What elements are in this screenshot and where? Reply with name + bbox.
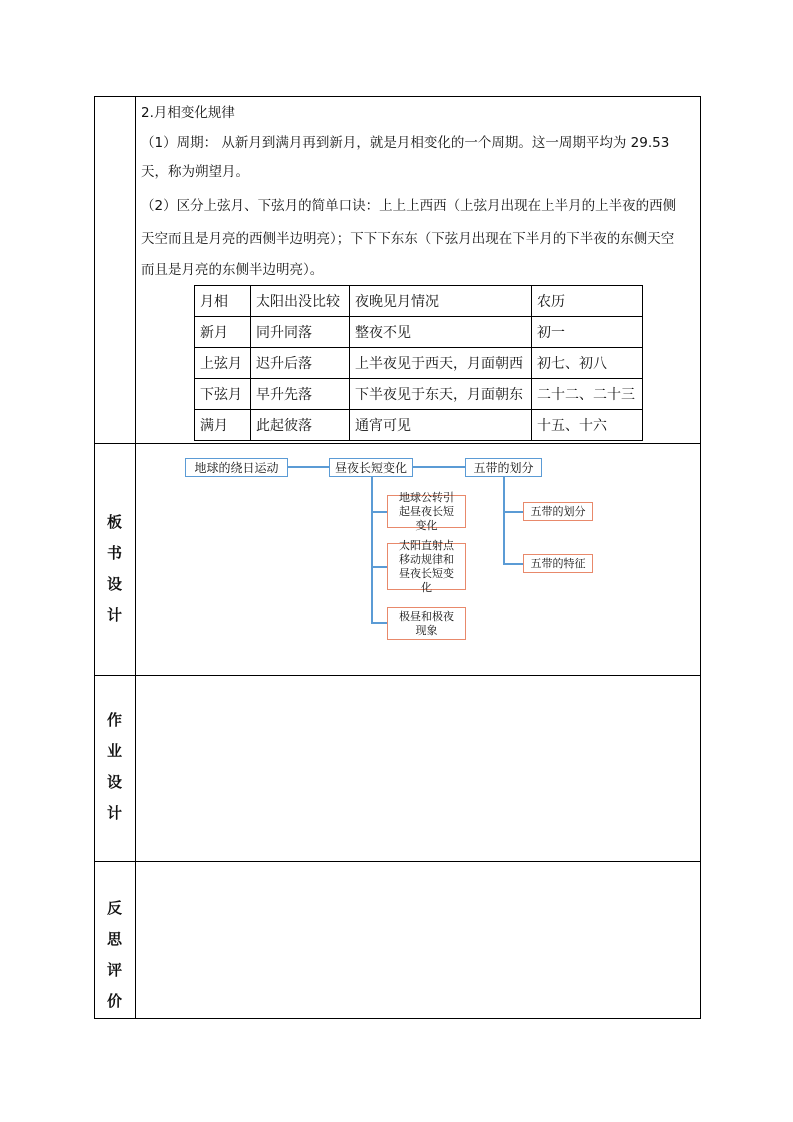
homework-design-label	[94, 705, 135, 829]
table-cell: 早升先落	[251, 379, 350, 410]
table-cell: 此起彼落	[251, 410, 350, 441]
connector-line	[503, 563, 523, 565]
table-cell: 上弦月	[195, 348, 251, 379]
connector-line	[413, 466, 465, 468]
table-cell: 初一	[532, 317, 643, 348]
section-heading: 2.月相变化规律	[141, 105, 235, 121]
label-char: 计	[106, 606, 122, 624]
table-cell: 通宵可见	[350, 410, 532, 441]
table-cell: 十五、十六	[532, 410, 643, 441]
table-cell: 新月	[195, 317, 251, 348]
label-char: 板	[106, 513, 122, 531]
node-day-night-length: 昼夜长短变化	[329, 458, 413, 477]
label-char: 业	[106, 742, 122, 760]
connector-line	[288, 466, 329, 468]
label-column-divider	[135, 96, 136, 1019]
table-row	[195, 317, 643, 348]
connector-line	[371, 566, 387, 568]
paragraph-line: 天，称为朔望月。	[141, 164, 249, 180]
row-divider	[94, 861, 701, 862]
reflection-label	[94, 893, 135, 1017]
table-cell: 上半夜见于西天，月面朝西	[350, 348, 532, 379]
paragraph-line: 而且是月亮的东侧半边明亮）。	[141, 262, 324, 278]
column-header: 农历	[532, 286, 643, 317]
table-row	[195, 410, 643, 441]
paragraph-line: （2）区分上弦月、下弦月的简单口诀：上上上西西（上弦月出现在上半月的上半夜的西侧	[141, 198, 677, 214]
node-zone-features: 五带的特征	[523, 554, 593, 573]
paragraph-line: （1）周期： 从新月到满月再到新月，就是月相变化的一个周期。这一周期平均为 29.53	[141, 135, 670, 151]
column-header: 夜晚见月情况	[350, 286, 532, 317]
table-cell: 迟升后落	[251, 348, 350, 379]
node-revolution-cause: 地球公转引起昼夜长短变化	[387, 495, 466, 528]
row-divider	[94, 675, 701, 676]
table-cell: 满月	[195, 410, 251, 441]
label-char: 思	[106, 930, 122, 948]
label-char: 设	[106, 773, 122, 791]
row-divider	[94, 443, 701, 444]
node-polar-day-night: 极昼和极夜现象	[387, 607, 466, 640]
column-header: 太阳出没比较	[251, 286, 350, 317]
paragraph-line: 天空而且是月亮的西侧半边明亮）；下下下东东（下弦月出现在下半月的下半夜的东侧天空	[141, 231, 675, 247]
column-header: 月相	[195, 286, 251, 317]
table-cell: 下半夜见于东天，月面朝东	[350, 379, 532, 410]
table-cell: 二十二、二十三	[532, 379, 643, 410]
connector-line	[371, 622, 387, 624]
label-char: 作	[106, 711, 122, 729]
label-char: 设	[106, 575, 122, 593]
connector-line	[503, 511, 523, 513]
label-char: 反	[106, 899, 122, 917]
table-cell: 下弦月	[195, 379, 251, 410]
connector-line	[371, 511, 387, 513]
moon-phase-table	[194, 285, 643, 441]
label-char: 书	[106, 544, 122, 562]
label-char: 价	[106, 992, 122, 1010]
connector-line	[371, 477, 373, 623]
node-five-zones: 五带的划分	[465, 458, 542, 477]
table-row	[195, 379, 643, 410]
table-cell: 初七、初八	[532, 348, 643, 379]
label-char: 评	[106, 961, 122, 979]
table-row	[195, 348, 643, 379]
node-zone-division: 五带的划分	[523, 502, 593, 521]
node-direct-sun-shift: 太阳直射点移动规律和昼夜长短变化	[387, 543, 466, 590]
table-header-row	[195, 286, 643, 317]
table-cell: 整夜不见	[350, 317, 532, 348]
board-design-label	[94, 507, 135, 631]
connector-line	[503, 477, 505, 565]
label-char: 计	[106, 804, 122, 822]
node-earth-orbit: 地球的绕日运动	[185, 458, 288, 477]
table-cell: 同升同落	[251, 317, 350, 348]
